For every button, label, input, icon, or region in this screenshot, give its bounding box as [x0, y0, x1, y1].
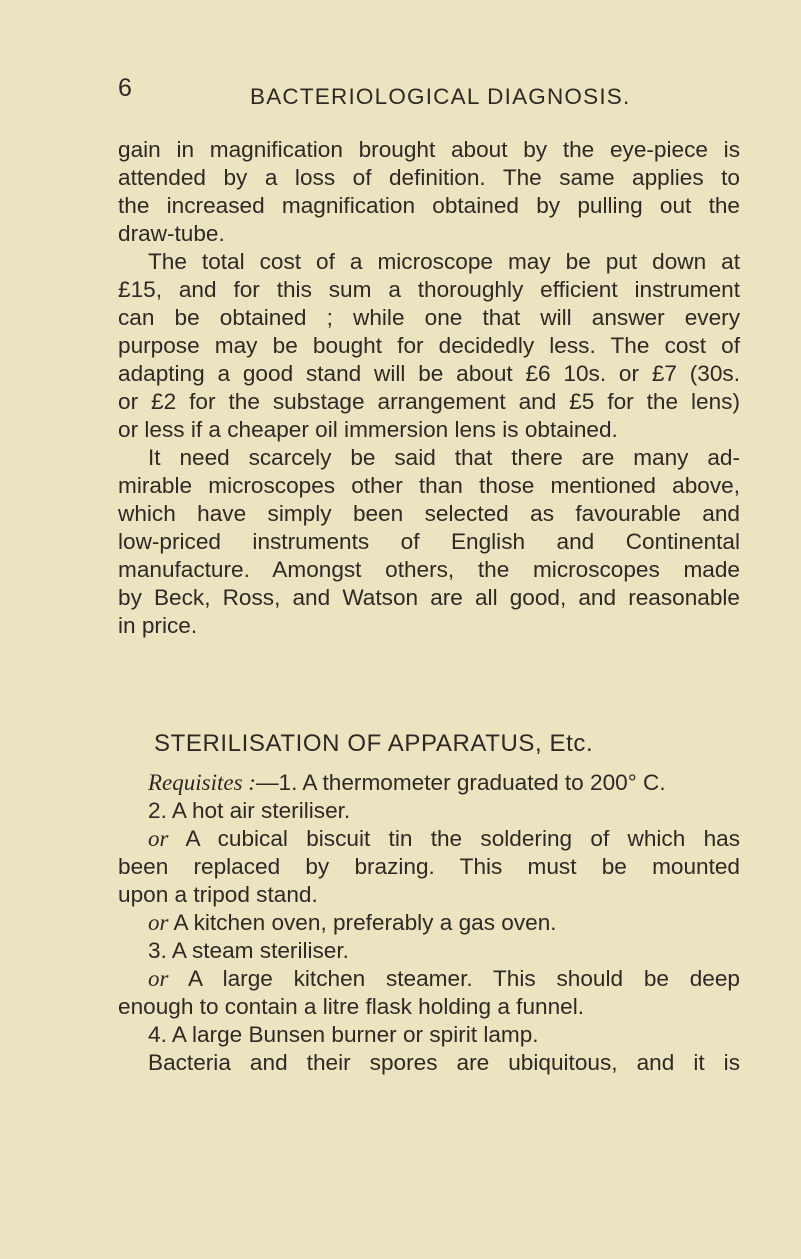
text-line: or £2 for the substage arrangement and £5 for the lens) [118, 389, 740, 414]
requisite-item-1: —1. A thermometer graduated to 200° C. [255, 770, 666, 795]
text-line: the increased magnification obtained by pulling out the [118, 193, 740, 218]
text-line: or less if a cheaper oil immersion lens is obtained. [118, 417, 618, 442]
text-line: upon a tripod stand. [118, 882, 318, 907]
or-label: or [148, 966, 169, 991]
or-label: or [148, 826, 169, 851]
text-fragment: A kitchen oven, preferably a gas oven. [168, 910, 557, 935]
text-line: £15, and for this sum a thoroughly efficient instrument [118, 277, 740, 302]
closing-line: Bacteria and their spores are ubiquitous, and it is [148, 1050, 740, 1075]
text-line: purpose may be bought for decidedly less. The cost of [118, 333, 740, 358]
text-line: It need scarcely be said that there are many ad- [148, 445, 740, 470]
text-line: been replaced by brazing. This must be mounted [118, 854, 740, 879]
text-line: gain in magnification brought about by the eye-piece is [118, 137, 740, 162]
requisite-item-3-alt [118, 965, 740, 993]
text-line: mirable microscopes other than those mentioned above, [118, 473, 740, 498]
page-header [0, 74, 801, 114]
requisite-item-2-alt-1 [118, 825, 740, 853]
text-line: low-priced instruments of English and Continental [118, 529, 740, 554]
text-fragment: A cubical biscuit tin the soldering of which has [168, 826, 740, 851]
requisites-label: Requisites : [148, 770, 256, 795]
text-fragment: A large kitchen steamer. This should be deep [168, 966, 740, 991]
text-line: The total cost of a microscope may be put down at [148, 249, 740, 274]
requisite-item-2-alt-2 [118, 909, 740, 937]
text-line: enough to contain a litre flask holding a funnel. [118, 994, 585, 1019]
page-body [118, 136, 740, 1077]
section-gap [118, 640, 740, 724]
requisite-item-4: 4. A large Bunsen burner or spirit lamp. [148, 1022, 539, 1047]
or-label: or [148, 910, 169, 935]
text-line: can be obtained ; while one that will answer every [118, 305, 740, 330]
page-number: 6 [118, 74, 134, 102]
text-line: attended by a loss of definition. The same applies to [118, 165, 740, 190]
requisites-line [118, 769, 740, 797]
text-line: in price. [118, 613, 198, 638]
requisite-item-2: 2. A hot air steriliser. [148, 798, 351, 823]
requisite-item-3: 3. A steam steriliser. [148, 938, 349, 963]
section-heading: STERILISATION OF APPARATUS, Etc. [154, 730, 594, 757]
paragraph-1 [118, 136, 740, 248]
text-line: adapting a good stand will be about £6 10s. or £7 (30s. [118, 361, 740, 386]
paragraph-3 [118, 444, 740, 640]
requisites-list [118, 769, 740, 1077]
text-line: which have simply been selected as favourable and [118, 501, 740, 526]
running-title: BACTERIOLOGICAL DIAGNOSIS. [250, 84, 631, 109]
text-line: manufacture. Amongst others, the microscopes made [118, 557, 740, 582]
text-line: by Beck, Ross, and Watson are all good, and reasonable [118, 585, 740, 610]
paragraph-2 [118, 248, 740, 444]
text-line: draw-tube. [118, 221, 225, 246]
